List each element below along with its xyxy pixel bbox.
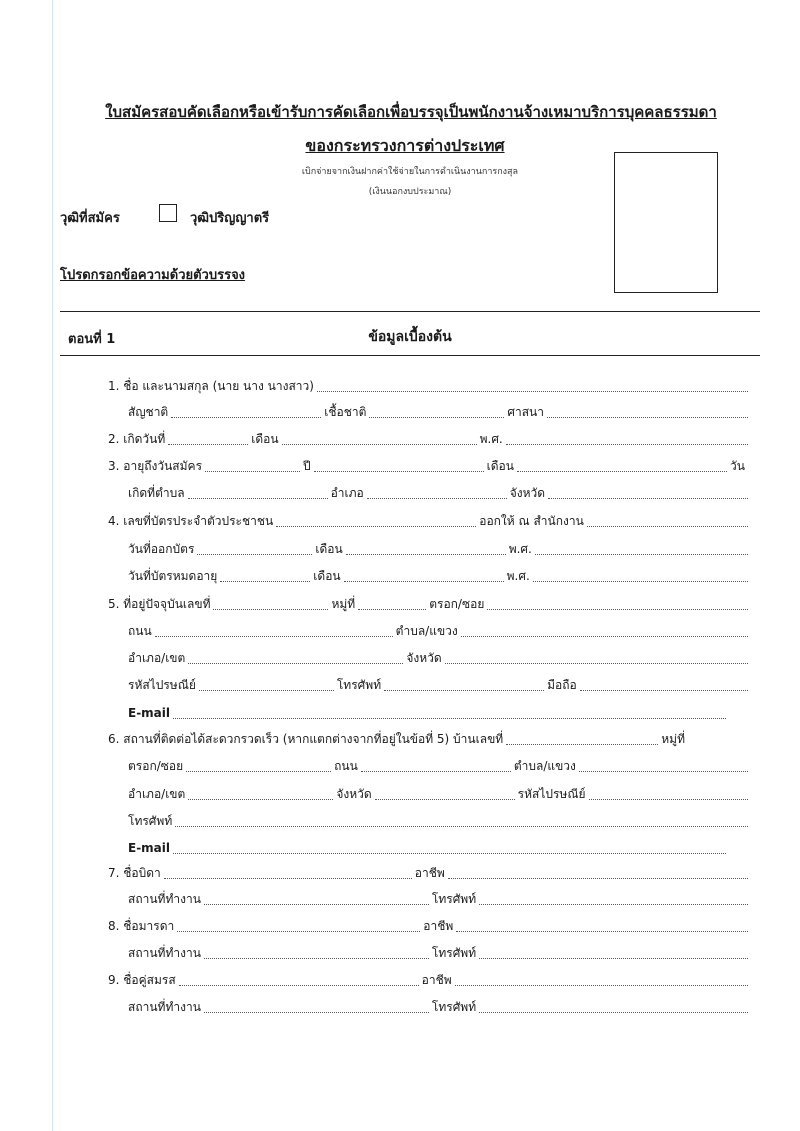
birth-month-field[interactable]	[282, 440, 477, 445]
field-label: หมู่ที่	[661, 732, 685, 746]
field-label: อำเภอ	[330, 486, 364, 500]
field-label: E-mail	[128, 706, 171, 720]
alt-road-field[interactable]	[361, 767, 511, 772]
age-months-field[interactable]	[314, 467, 484, 472]
field-label: 8. ชื่อมารดา	[108, 919, 175, 933]
field-label: รหัสไปรษณีย์	[128, 678, 196, 692]
field-label: สัญชาติ	[128, 405, 169, 419]
form-row-fullname	[108, 377, 748, 395]
field-label: ตำบล/แขวง	[395, 624, 458, 638]
mother-workplace-field[interactable]	[204, 954, 429, 959]
mother-phone-field[interactable]	[479, 954, 748, 959]
form-row-alt-address	[108, 730, 688, 748]
field-label: โทรศัพท์	[128, 814, 173, 828]
alt-email-field[interactable]	[173, 849, 726, 854]
field-label: 9. ชื่อคู่สมรส	[108, 973, 176, 987]
form-row-alt-lane	[128, 757, 748, 775]
fullname-field[interactable]	[317, 387, 748, 392]
form-row-spouse	[108, 971, 748, 989]
father-occupation-field[interactable]	[448, 874, 748, 879]
field-label: จังหวัด	[509, 486, 546, 500]
alt-lane-field[interactable]	[186, 767, 331, 772]
field-label: โทรศัพท์	[431, 892, 477, 906]
field-label: โทรศัพท์	[431, 1000, 477, 1014]
age-days-field[interactable]	[517, 467, 727, 472]
section-divider-top	[60, 311, 760, 312]
form-title-ministry: ของกระทรวงการต่างประเทศ	[305, 136, 505, 155]
field-label: ตำบล/แขวง	[513, 759, 576, 773]
instruction-text: โปรดกรอกข้อความด้วยตัวบรรจง	[60, 268, 246, 283]
field-label: จังหวัด	[336, 787, 372, 801]
father-name-field[interactable]	[164, 874, 412, 879]
field-label: เชื้อชาติ	[324, 405, 367, 419]
field-label: 1. ชื่อ และนามสกุล (นาย นาง นางสาว)	[108, 379, 314, 393]
form-row-mother-work	[128, 944, 748, 962]
district-field[interactable]	[188, 659, 403, 664]
form-row-id-expiry-date	[128, 567, 748, 585]
form-row-nationality	[128, 403, 748, 421]
father-phone-field[interactable]	[479, 900, 748, 905]
form-title: ใบสมัครสอบคัดเลือกหรือเข้ารับการคัดเลือกเพื่อบรรจุเป็นพนักงานจ้างเหมาบริการบุคคลธรรมดา	[105, 103, 717, 121]
province-field[interactable]	[445, 659, 748, 664]
field-label: เดือน	[315, 542, 343, 556]
field-label: วันที่บัตรหมดอายุ	[128, 569, 218, 583]
id-issue-year-field[interactable]	[535, 550, 748, 555]
form-row-mother	[108, 917, 748, 935]
email-field[interactable]	[173, 714, 726, 719]
form-row-spouse-work	[128, 998, 748, 1016]
field-label: 3. อายุถึงวันสมัคร	[108, 459, 203, 473]
alt-district-field[interactable]	[188, 795, 333, 800]
id-issuing-office-field[interactable]	[587, 522, 748, 527]
field-label: 4. เลขที่บัตรประจำตัวประชาชน	[108, 514, 274, 528]
field-label: ศาสนา	[507, 405, 544, 419]
form-row-birthdate	[108, 430, 748, 448]
field-label: รหัสไปรษณีย์	[517, 787, 586, 801]
birth-subdistrict-field[interactable]	[188, 494, 328, 499]
field-label: ถนน	[128, 624, 152, 638]
lane-field[interactable]	[487, 605, 748, 610]
ethnicity-field[interactable]	[369, 413, 504, 418]
alt-subdistrict-field[interactable]	[579, 767, 748, 772]
field-label: วัน	[730, 459, 745, 473]
field-label: ปี	[303, 459, 311, 473]
section-label: ตอนที่ 1	[68, 332, 116, 347]
field-label: อาชีพ	[423, 919, 454, 933]
field-label: สถานที่ทำงาน	[128, 892, 201, 906]
field-label: เดือน	[486, 459, 514, 473]
form-subtitle: เบิกจ่ายจากเงินฝากค่าใช้จ่ายในการดำเนินงานการกงสุล	[301, 167, 519, 177]
birth-province-field[interactable]	[548, 494, 748, 499]
nationality-field[interactable]	[171, 413, 321, 418]
form-row-father	[108, 864, 748, 882]
field-label: เดือน	[251, 432, 279, 446]
form-row-district	[128, 649, 748, 667]
form-row-father-work	[128, 890, 748, 908]
mother-occupation-field[interactable]	[456, 927, 748, 932]
field-label: อาชีพ	[421, 973, 452, 987]
road-field[interactable]	[155, 632, 393, 637]
field-label: อำเภอ/เขต	[128, 787, 186, 801]
id-issue-day-field[interactable]	[197, 550, 312, 555]
form-row-alt-district	[128, 785, 748, 803]
field-label: โทรศัพท์	[336, 678, 382, 692]
id-number-field[interactable]	[276, 522, 476, 527]
field-label: สถานที่ทำงาน	[128, 1000, 201, 1014]
alt-postal-code-field[interactable]	[589, 795, 748, 800]
section-divider-bottom	[60, 355, 760, 356]
alt-house-number-field[interactable]	[506, 740, 658, 745]
field-label: สถานที่ทำงาน	[128, 946, 201, 960]
birth-year-field[interactable]	[506, 440, 748, 445]
field-label: วันที่ออกบัตร	[128, 542, 195, 556]
age-years-field[interactable]	[205, 467, 300, 472]
field-label: ออกให้ ณ สำนักงาน	[479, 514, 584, 528]
mobile-field[interactable]	[580, 686, 748, 691]
qualification-label: วุฒิที่สมัคร	[60, 211, 120, 226]
field-label: พ.ศ.	[479, 432, 503, 446]
field-label: E-mail	[128, 841, 171, 855]
field-label: ตรอก/ซอย	[128, 759, 184, 773]
field-label: 7. ชื่อบิดา	[108, 866, 161, 880]
id-expiry-month-field[interactable]	[344, 577, 504, 582]
field-label: อำเภอ/เขต	[128, 651, 186, 665]
field-label: เกิดที่ตำบล	[128, 486, 185, 500]
subdistrict-field[interactable]	[461, 632, 748, 637]
field-label: โทรศัพท์	[431, 946, 477, 960]
spouse-name-field[interactable]	[179, 981, 419, 986]
field-label: 5. ที่อยู่ปัจจุบันเลขที่	[108, 597, 211, 611]
form-row-road	[128, 622, 748, 640]
field-label: พ.ศ.	[506, 569, 530, 583]
house-number-field[interactable]	[213, 605, 328, 610]
form-row-email	[128, 704, 726, 722]
form-row-alt-email	[128, 839, 726, 857]
field-label: หมู่ที่	[331, 597, 356, 611]
birth-district-field[interactable]	[367, 494, 507, 499]
form-row-contact	[128, 676, 748, 694]
photo-box[interactable]	[614, 152, 718, 293]
field-label: พ.ศ.	[508, 542, 532, 556]
spouse-occupation-field[interactable]	[455, 981, 748, 986]
spouse-phone-field[interactable]	[479, 1008, 748, 1013]
form-row-birthplace	[128, 484, 748, 502]
field-label: 2. เกิดวันที่	[108, 432, 166, 446]
id-expiry-day-field[interactable]	[220, 577, 310, 582]
field-label: อาชีพ	[414, 866, 445, 880]
scan-edge-line	[52, 0, 53, 1131]
id-issue-month-field[interactable]	[346, 550, 506, 555]
field-label: ถนน	[334, 759, 358, 773]
field-label: เดือน	[313, 569, 341, 583]
form-row-alt-phone	[128, 812, 748, 830]
field-label: 6. สถานที่ติดต่อได้สะดวกรวดเร็ว (หากแตกต่างจากที่อยู่ในข้อที่ 5) บ้านเลขที่	[108, 732, 504, 746]
form-row-address	[108, 595, 748, 613]
form-subtitle-budget: (เงินนอกงบประมาณ)	[368, 187, 452, 197]
field-label: มือถือ	[547, 678, 577, 692]
mother-name-field[interactable]	[177, 927, 420, 932]
form-row-age	[108, 457, 748, 475]
phone-field[interactable]	[384, 686, 544, 691]
bachelor-degree-checkbox[interactable]	[159, 204, 177, 222]
village-number-field[interactable]	[358, 605, 426, 610]
bachelor-degree-label: วุฒิปริญญาตรี	[190, 211, 270, 226]
spouse-workplace-field[interactable]	[204, 1008, 429, 1013]
alt-province-field[interactable]	[375, 795, 515, 800]
field-label: จังหวัด	[406, 651, 442, 665]
father-workplace-field[interactable]	[204, 900, 429, 905]
form-row-id-card	[108, 512, 748, 530]
form-row-id-issue-date	[128, 540, 748, 558]
section-title: ข้อมูลเบื้องต้น	[368, 329, 452, 345]
id-expiry-year-field[interactable]	[533, 577, 748, 582]
religion-field[interactable]	[547, 413, 748, 418]
postal-code-field[interactable]	[199, 686, 334, 691]
field-label: ตรอก/ซอย	[429, 597, 485, 611]
alt-phone-field[interactable]	[175, 822, 748, 827]
birth-day-field[interactable]	[168, 440, 248, 445]
